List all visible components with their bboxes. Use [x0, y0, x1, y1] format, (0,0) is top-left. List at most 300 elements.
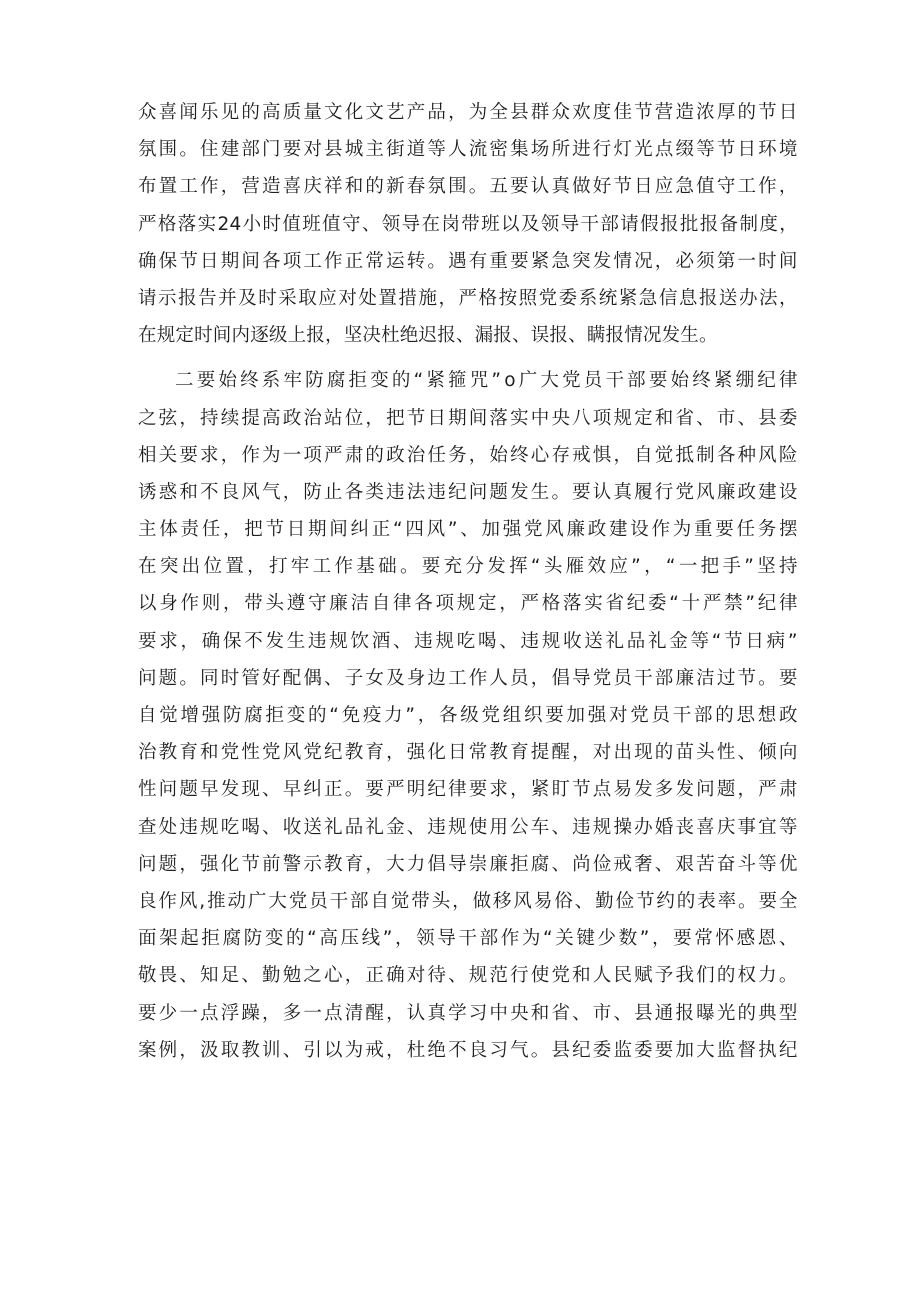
text-glyph: 实	[197, 213, 217, 235]
text-glyph: 品	[626, 630, 646, 652]
text-glyph: 乐	[200, 102, 219, 123]
text-glyph: 以	[324, 1039, 343, 1061]
text-glyph: 艰	[675, 853, 695, 875]
text-glyph: 急	[551, 250, 571, 272]
text-line	[138, 995, 798, 1032]
text-glyph: 典	[758, 1002, 777, 1024]
text-line	[138, 400, 798, 437]
text-glyph: 处	[358, 287, 378, 309]
text-glyph: 监	[716, 1039, 736, 1061]
text-glyph: 干	[605, 370, 625, 392]
text-glyph: 转	[406, 250, 426, 272]
text-glyph: 防	[243, 928, 263, 950]
text-glyph: 教	[344, 742, 364, 764]
text-glyph: 事	[737, 816, 757, 838]
text-glyph: 规	[448, 816, 467, 838]
text-glyph: 作	[334, 556, 354, 578]
text-glyph: 应	[654, 176, 674, 198]
text-glyph: 采	[278, 287, 297, 309]
text-glyph: 拒	[201, 928, 221, 950]
text-glyph: ，	[652, 928, 671, 950]
text-glyph: 等	[427, 139, 447, 161]
text-glyph: 正	[324, 779, 343, 801]
text-glyph: 纪	[324, 742, 343, 764]
text-glyph: 做	[472, 890, 492, 912]
text-glyph: 干	[458, 928, 478, 950]
text-glyph: 常	[694, 928, 714, 950]
text-glyph: 、	[737, 742, 757, 764]
text-glyph: 认	[406, 1002, 426, 1024]
text-glyph: 部	[654, 667, 674, 689]
text-glyph: 值	[322, 213, 341, 235]
text-glyph: 清	[344, 1002, 364, 1024]
text-glyph: 惧	[592, 444, 612, 466]
text-glyph: 自	[371, 593, 391, 615]
text-glyph: 门	[262, 139, 281, 161]
text-glyph: ”	[744, 556, 755, 578]
text-glyph: 全	[489, 102, 509, 123]
text-glyph: 。	[344, 779, 364, 801]
text-glyph: 加	[566, 705, 586, 726]
text-glyph: 大	[696, 1039, 715, 1061]
text-glyph: 体	[159, 519, 178, 541]
text-glyph: 人	[489, 667, 509, 689]
text-glyph: ，	[510, 779, 529, 801]
text-glyph: 、	[551, 816, 571, 838]
text-glyph: 勉	[282, 965, 302, 987]
text-glyph: 佳	[613, 102, 633, 123]
text-glyph: 节	[241, 853, 261, 875]
text-glyph: 报	[660, 213, 679, 235]
text-glyph: 习	[468, 1002, 488, 1024]
text-glyph: 化	[220, 853, 240, 875]
text-glyph: 员	[309, 890, 328, 912]
text-glyph: ，	[344, 965, 364, 987]
text-glyph: 备	[719, 213, 739, 235]
text-glyph: 规	[456, 593, 476, 615]
text-glyph: 度	[592, 102, 612, 123]
text-glyph: 在	[421, 213, 441, 235]
text-glyph: 日	[737, 139, 757, 161]
text-glyph: 人	[592, 965, 612, 987]
text-glyph: 始	[670, 370, 690, 392]
text-glyph: 廉	[566, 519, 586, 541]
text-glyph: ，	[654, 250, 674, 272]
text-glyph: 位	[344, 407, 364, 429]
text-glyph: 弦	[158, 407, 178, 429]
text-glyph: 等	[758, 853, 777, 875]
text-glyph: 数	[618, 928, 638, 950]
text-glyph: 育	[365, 742, 385, 764]
text-line	[138, 94, 798, 131]
text-glyph: 严	[520, 593, 540, 615]
text-glyph: 礼	[648, 630, 667, 652]
text-glyph: 要	[510, 250, 529, 272]
text-glyph: 节	[265, 519, 285, 541]
text-glyph: 。	[179, 667, 199, 689]
text-glyph: 思	[736, 705, 756, 726]
text-glyph: 使	[530, 965, 550, 987]
text-glyph: 曝	[696, 1002, 715, 1024]
text-glyph: 常	[468, 742, 488, 764]
text-glyph: 统	[598, 287, 618, 309]
text-glyph: 力	[758, 965, 777, 987]
text-glyph: 遇	[448, 250, 467, 272]
text-glyph: o	[504, 370, 516, 392]
text-glyph: ，	[417, 705, 437, 726]
text-glyph: 违	[308, 630, 327, 652]
text-glyph: 咒	[469, 370, 489, 392]
text-glyph: 缀	[675, 139, 695, 161]
text-glyph: 、	[179, 965, 199, 987]
text-glyph: 春	[406, 176, 426, 198]
text-glyph: 发	[220, 779, 240, 801]
text-glyph: 部	[350, 890, 369, 912]
document-body	[138, 94, 798, 1069]
text-glyph: 、	[737, 407, 757, 429]
text-glyph: 报	[178, 287, 197, 309]
text-glyph: 节	[716, 139, 736, 161]
text-glyph: 加	[675, 1039, 695, 1061]
text-glyph: 严	[324, 444, 343, 466]
text-glyph: 集	[510, 139, 529, 161]
text-glyph: 明	[406, 779, 426, 801]
text-glyph: 提	[530, 742, 550, 764]
text-glyph: 置	[225, 556, 245, 578]
text-glyph: 取	[298, 287, 317, 309]
text-glyph: 法	[758, 287, 778, 309]
text-glyph: 员	[510, 667, 529, 689]
text-glyph: 勤	[262, 965, 281, 987]
text-glyph: 广	[518, 370, 538, 392]
text-glyph: 一	[303, 1002, 323, 1024]
text-glyph: 请	[620, 213, 639, 235]
text-glyph: ”	[787, 630, 798, 652]
text-glyph: 纪	[778, 1039, 798, 1061]
text-glyph: 问	[696, 779, 715, 801]
text-glyph: 任	[201, 519, 221, 541]
text-glyph: 部	[600, 213, 620, 235]
text-glyph: 员	[583, 370, 603, 392]
text-glyph: 问	[138, 667, 157, 689]
text-glyph: 要	[421, 556, 441, 578]
text-glyph: 良	[468, 1039, 488, 1061]
text-glyph: 各	[716, 444, 736, 466]
text-glyph: 向	[778, 742, 798, 764]
text-glyph: 时	[220, 667, 240, 689]
text-glyph: 员	[651, 705, 671, 726]
text-glyph: 俗	[554, 890, 573, 912]
text-glyph: 各	[344, 481, 364, 503]
text-glyph: 例	[158, 1039, 178, 1061]
text-glyph: 醒	[551, 742, 571, 764]
text-glyph: 等	[778, 816, 798, 838]
text-glyph: 项	[592, 407, 612, 429]
text-glyph: 要	[468, 779, 488, 801]
text-glyph: 止	[324, 481, 343, 503]
text-glyph: 党	[538, 287, 558, 309]
text-line	[138, 168, 798, 205]
text-glyph: 予	[654, 965, 674, 987]
text-glyph: 违	[520, 630, 540, 652]
text-glyph: 、	[574, 890, 594, 912]
text-glyph: 始	[218, 370, 238, 392]
text-glyph: 省	[675, 407, 695, 429]
text-glyph: 祥	[324, 176, 343, 198]
text-glyph: 带	[411, 890, 430, 912]
text-glyph: 婚	[654, 816, 674, 838]
text-glyph: 道	[406, 139, 426, 161]
text-glyph: 们	[696, 965, 715, 987]
text-glyph: 带	[244, 593, 263, 615]
text-glyph: ”	[631, 556, 641, 578]
text-glyph: 风	[426, 519, 446, 541]
text-glyph: 、	[572, 1002, 591, 1024]
text-glyph: 节	[613, 176, 633, 198]
text-line	[138, 585, 798, 622]
text-glyph: 节	[634, 102, 653, 123]
text-glyph: ，	[438, 287, 458, 309]
text-glyph: “	[665, 556, 676, 578]
text-glyph: 觉	[654, 444, 674, 466]
text-glyph: 党	[675, 481, 695, 503]
text-glyph: 纪	[626, 593, 646, 615]
text-glyph: 产	[406, 102, 426, 123]
text-glyph: 主	[138, 519, 157, 541]
text-glyph: 运	[386, 250, 405, 272]
text-glyph: 认	[592, 481, 612, 503]
text-glyph: ”	[382, 928, 393, 950]
text-glyph: 尚	[572, 853, 591, 875]
text-glyph: 纪	[572, 1039, 591, 1061]
text-glyph: 车	[530, 816, 550, 838]
text-glyph: 要	[196, 370, 216, 392]
text-glyph: 训	[262, 1039, 281, 1061]
text-glyph: 。	[758, 667, 777, 689]
text-glyph: 要	[510, 176, 529, 198]
text-glyph: 日	[427, 407, 447, 429]
text-line	[138, 771, 798, 808]
text-glyph: 闻	[179, 102, 199, 123]
text-line	[138, 280, 798, 317]
text-glyph: 的	[737, 1002, 757, 1024]
text-glyph: 公	[510, 816, 529, 838]
text-glyph: ，	[452, 890, 471, 912]
text-glyph: 节	[406, 407, 426, 429]
text-glyph: 督	[737, 1039, 757, 1061]
text-glyph: 种	[737, 444, 757, 466]
text-glyph: 关	[555, 928, 574, 950]
text-glyph: 要	[282, 139, 302, 161]
text-glyph: 。	[468, 176, 488, 198]
text-glyph: 落	[489, 407, 509, 429]
text-glyph: 生	[286, 630, 306, 652]
text-glyph: 加	[481, 519, 501, 541]
text-glyph: 感	[736, 928, 756, 950]
text-glyph: 工	[737, 176, 757, 198]
text-glyph: 治	[406, 444, 426, 466]
text-glyph: 腐	[326, 370, 346, 392]
text-glyph: 为	[344, 1039, 364, 1061]
text-glyph: 畏	[158, 965, 178, 987]
text-glyph: 偶	[303, 667, 323, 689]
text-glyph: 收	[563, 630, 582, 652]
text-glyph: 品	[344, 816, 364, 838]
text-glyph: 、	[448, 965, 467, 987]
text-glyph: 酒	[371, 630, 391, 652]
text-glyph: 教	[489, 742, 509, 764]
text-glyph: 发	[675, 779, 695, 801]
text-glyph: 委	[634, 1039, 653, 1061]
text-glyph: 力	[384, 705, 403, 726]
text-glyph: 和	[572, 965, 591, 987]
text-glyph: 则	[201, 593, 221, 615]
text-glyph: 24	[217, 213, 242, 235]
text-glyph: 线	[361, 928, 381, 950]
text-glyph: 头	[696, 742, 715, 764]
text-glyph: 须	[696, 250, 715, 272]
text-glyph: 格	[478, 287, 498, 309]
text-glyph: 风	[513, 890, 533, 912]
text-glyph: 县	[324, 139, 343, 161]
text-glyph: 躁	[241, 1002, 261, 1024]
text-glyph: 键	[576, 928, 596, 950]
text-glyph: 守	[716, 176, 736, 198]
text-glyph: 县	[510, 102, 529, 123]
text-glyph: 导	[437, 928, 456, 950]
text-glyph: 紧	[618, 287, 638, 309]
text-glyph: 的	[737, 102, 757, 123]
text-glyph: 好	[262, 667, 281, 689]
text-glyph: 和	[654, 407, 674, 429]
text-glyph: 变	[286, 705, 306, 726]
text-glyph: 问	[468, 481, 488, 503]
text-glyph: 化	[427, 742, 447, 764]
text-glyph: 场	[530, 139, 550, 161]
text-glyph: 导	[560, 213, 580, 235]
text-glyph: 风	[758, 444, 777, 466]
text-glyph: 对	[406, 965, 426, 987]
text-glyph: 规	[435, 630, 455, 652]
text-glyph: 日	[778, 102, 798, 123]
text-glyph: 应	[318, 287, 337, 309]
text-glyph: 礼	[324, 816, 343, 838]
text-glyph: 存	[551, 444, 571, 466]
text-glyph: 见	[220, 102, 240, 123]
text-glyph: 为	[672, 519, 692, 541]
text-glyph: 况	[634, 250, 653, 272]
text-glyph: 起	[180, 928, 199, 950]
text-glyph: 违	[427, 481, 447, 503]
text-glyph: 必	[675, 250, 695, 272]
text-glyph: 础	[378, 556, 397, 578]
text-glyph: 为	[468, 102, 488, 123]
text-glyph: 置	[158, 176, 178, 198]
text-glyph: 把	[386, 407, 405, 429]
text-glyph: 想	[757, 705, 777, 726]
text-glyph: 定	[634, 407, 653, 429]
text-glyph: 要	[545, 705, 564, 726]
text-glyph: ，	[644, 556, 663, 578]
text-glyph: 教	[241, 1039, 261, 1061]
text-glyph: 范	[489, 965, 509, 987]
text-glyph: 环	[758, 139, 777, 161]
text-glyph: ”	[639, 928, 650, 950]
text-glyph: 节	[635, 890, 655, 912]
text-glyph: 灯	[613, 139, 633, 161]
text-glyph: 急	[675, 176, 695, 198]
text-glyph: 、	[262, 816, 281, 838]
text-glyph: ，	[779, 213, 798, 235]
text-glyph: 十	[681, 593, 701, 615]
text-glyph: 众	[551, 102, 571, 123]
text-glyph: 委	[558, 287, 578, 309]
text-glyph: ，	[220, 176, 240, 198]
text-glyph: 风	[545, 519, 564, 541]
text-glyph: 时	[758, 250, 777, 272]
text-glyph: 围	[448, 176, 467, 198]
text-glyph: 和	[344, 176, 364, 198]
text-glyph: 子	[344, 667, 364, 689]
text-glyph: 金	[669, 630, 688, 652]
text-glyph: 工	[448, 667, 467, 689]
text-glyph: 易	[533, 890, 553, 912]
text-glyph: 警	[282, 853, 302, 875]
text-glyph: 雁	[565, 556, 585, 578]
text-glyph: 险	[778, 444, 798, 466]
text-glyph: 移	[492, 890, 512, 912]
text-glyph: 风	[178, 890, 198, 912]
text-glyph: 挥	[509, 556, 528, 578]
text-glyph: 处	[158, 816, 178, 838]
text-glyph: ”	[447, 519, 458, 541]
text-line	[138, 957, 798, 994]
text-glyph: ，	[282, 481, 302, 503]
text-glyph: 点	[200, 1002, 219, 1024]
text-glyph: 纪	[757, 370, 776, 392]
text-glyph: 惑	[158, 481, 178, 503]
text-glyph: 作	[158, 890, 178, 912]
text-glyph: 作	[468, 667, 488, 689]
text-glyph: 报	[675, 1002, 695, 1024]
text-glyph: “	[711, 630, 722, 652]
text-glyph: 恩	[757, 928, 777, 950]
text-glyph: 文	[324, 102, 343, 123]
text-glyph: “	[543, 928, 553, 950]
text-glyph: 高	[319, 928, 339, 950]
text-glyph: 相	[138, 444, 157, 466]
text-line	[138, 206, 798, 243]
text-glyph: 问	[158, 779, 178, 801]
text-glyph: 。	[530, 1039, 550, 1061]
text-glyph: 题	[716, 779, 736, 801]
text-glyph: 和	[179, 481, 199, 503]
text-glyph: 腐	[530, 853, 550, 875]
text-glyph: 坚	[757, 556, 776, 578]
text-glyph: 央	[551, 407, 571, 429]
text-glyph: 全	[778, 890, 798, 912]
text-glyph: 敬	[138, 965, 157, 987]
text-glyph: 设	[630, 519, 649, 541]
text-line	[138, 920, 798, 957]
text-glyph: 欢	[572, 102, 591, 123]
text-glyph: 中	[489, 1002, 509, 1024]
text-glyph: 引	[303, 1039, 323, 1061]
text-glyph: ，	[223, 519, 242, 541]
text-glyph: 宜	[758, 816, 777, 838]
text-glyph: 易	[613, 779, 633, 801]
text-glyph: 自	[370, 890, 390, 912]
